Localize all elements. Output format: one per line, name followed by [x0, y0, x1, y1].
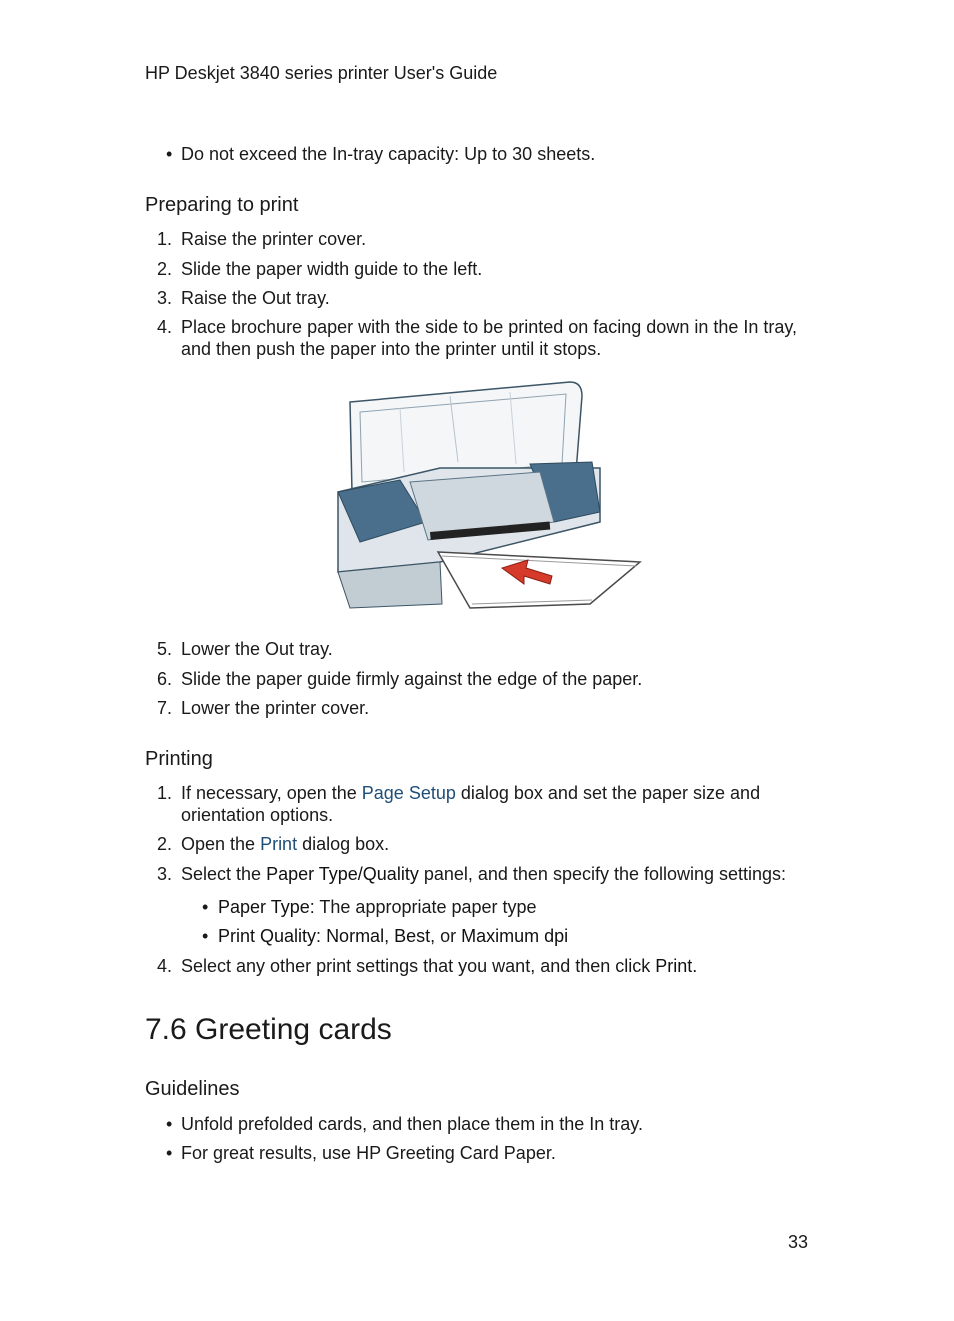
text-run: If necessary, open the: [181, 783, 362, 803]
text-run: :: [316, 926, 327, 946]
ui-term: Print: [655, 956, 693, 976]
bullet-marker: •: [166, 144, 173, 164]
running-header: HP Deskjet 3840 series printer User's Guide: [145, 63, 498, 83]
bullet-marker: •: [166, 1143, 173, 1163]
section-heading-printing: Printing: [145, 748, 213, 770]
list-item: [181, 316, 841, 360]
ui-term: Normal: [326, 926, 385, 946]
list-item: [181, 782, 821, 826]
sub-list-item: [218, 925, 568, 947]
step-number: 2.: [157, 834, 173, 854]
bullet-marker: •: [166, 1114, 173, 1134]
list-item: [181, 955, 821, 977]
text-run: , or: [430, 926, 462, 946]
ui-term: Paper Type/Quality: [266, 864, 419, 884]
ui-term: Maximum dpi: [461, 926, 569, 946]
list-item: Do not exceed the In-tray capacity: Up to 30 sheets.: [181, 144, 596, 164]
list-item: Lower the Out tray.: [181, 639, 333, 659]
bullet-marker: •: [202, 897, 209, 917]
page-number: 33: [788, 1232, 809, 1252]
text-run: panel, and then specify the following settings:: [418, 864, 787, 884]
step-number: 4.: [157, 317, 173, 337]
text-run: .: [692, 956, 698, 976]
ui-term: Best: [394, 926, 431, 946]
print-link[interactable]: Print: [260, 834, 298, 854]
list-item-line: orientation options.: [181, 805, 334, 825]
section-heading-preparing: Preparing to print: [145, 194, 299, 216]
text-run: ,: [384, 926, 395, 946]
ui-term: Paper Type: [218, 897, 310, 917]
ui-term: Print Quality: [218, 926, 317, 946]
text-run: Open the: [181, 834, 261, 854]
printer-illustration: [330, 372, 650, 620]
list-item: [181, 833, 821, 855]
text-run: dialog box and set the paper size and: [455, 783, 761, 803]
list-item: Raise the Out tray.: [181, 288, 330, 308]
step-number: 6.: [157, 669, 173, 689]
step-number: 1.: [157, 229, 173, 249]
page-setup-link[interactable]: Page Setup: [361, 783, 456, 803]
list-item: [181, 863, 841, 885]
chapter-heading: 7.6 Greeting cards: [145, 1013, 392, 1046]
sub-list-item: [218, 896, 537, 918]
section-heading-guidelines: Guidelines: [145, 1078, 240, 1100]
text-run: Select the: [181, 864, 267, 884]
step-number: 3.: [157, 864, 173, 884]
list-item: For great results, use HP Greeting Card Paper.: [181, 1143, 556, 1163]
step-number: 1.: [157, 783, 173, 803]
text-run: dialog box.: [297, 834, 390, 854]
list-item: Slide the paper guide firmly against the edge of the paper.: [181, 669, 643, 689]
text-run: Select any other print settings that you want, and then click: [181, 956, 656, 976]
step-number: 4.: [157, 956, 173, 976]
step-number: 7.: [157, 698, 173, 718]
list-item: Unfold prefolded cards, and then place them in the In tray.: [181, 1114, 643, 1134]
list-item: Raise the printer cover.: [181, 229, 367, 249]
list-item-line: and then push the paper into the printer until it stops.: [181, 339, 602, 359]
printer-loading-paper-image: [330, 372, 650, 620]
step-number: 5.: [157, 639, 173, 659]
step-number: 3.: [157, 288, 173, 308]
text-run: : The appropriate paper type: [309, 897, 537, 917]
step-number: 2.: [157, 259, 173, 279]
list-item: Lower the printer cover.: [181, 698, 370, 718]
list-item-line: Place brochure paper with the side to be printed on facing down in the In tray,: [181, 317, 798, 337]
list-item: Slide the paper width guide to the left.: [181, 259, 483, 279]
bullet-marker: •: [202, 926, 209, 946]
